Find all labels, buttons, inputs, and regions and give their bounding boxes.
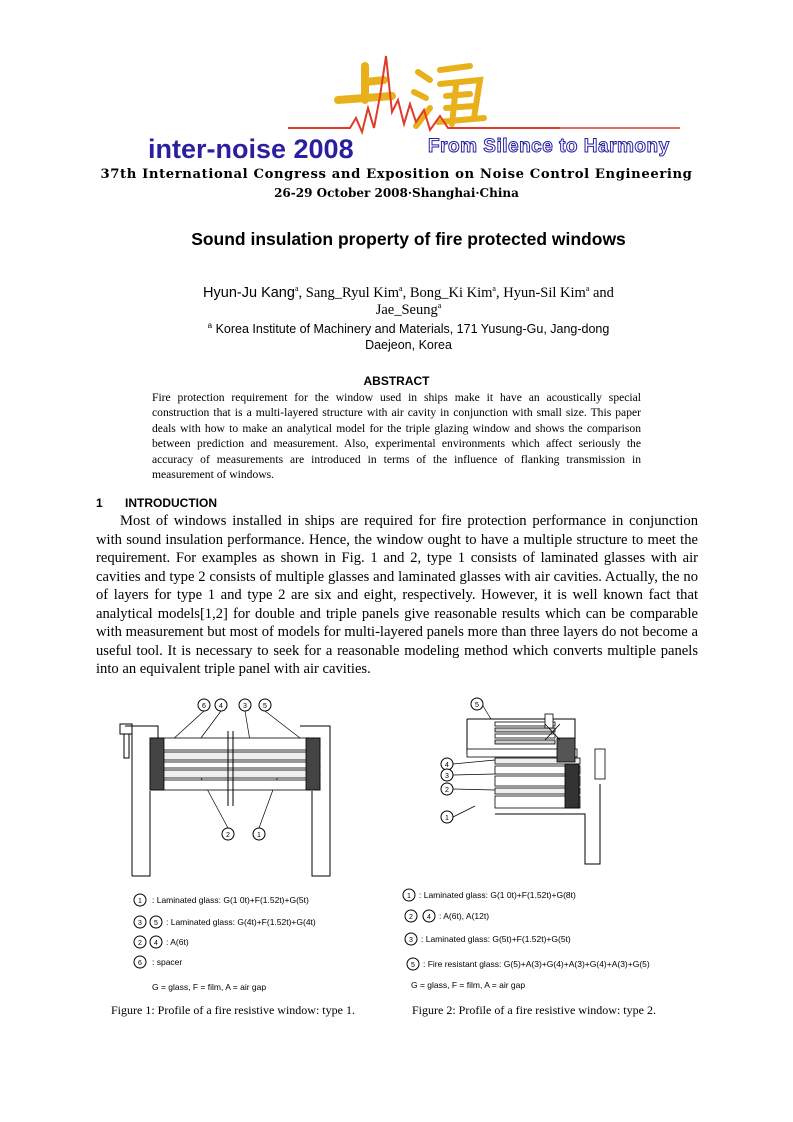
fig1-legend-note: G = glass, F = film, A = air gap bbox=[152, 982, 267, 992]
svg-text:4: 4 bbox=[427, 914, 431, 921]
fig1-legend-1: : Laminated glass: G(1 0t)+F(1.52t)+G(5t) bbox=[152, 895, 309, 905]
intro-paragraph: Most of windows installed in ships are required for fire protection performance in conjunction with sound insulation performance. Hence, the window ought to have a multiple structure to meet the requirement. For examples as shown in Fig. 1 and 2, type 1 consists of laminated glasses with air cavities and type 2 consists of multiple glasses and laminated glasses with air cavities. Actually, the no of layers for type 1 and type 2 are six and eight, respectively. However, it is well known fact that analytical models[1,2] for double and triple panels give reasonable results which can be comparable with measurement but most of models for multi-layered panels more than three layers do not become a useful tool. It is necessary to seek for a reasonable modeling method which converts multiple panels into an equivalent triple panel with air cavities. bbox=[96, 513, 698, 677]
congress-line: 37th International Congress and Exposition on Noise Control Engineering bbox=[100, 167, 693, 182]
fig2-legend-note: G = glass, F = film, A = air gap bbox=[411, 980, 526, 990]
svg-text:1: 1 bbox=[407, 893, 411, 900]
callout-2: 2 bbox=[226, 832, 230, 839]
figure-1-caption: Figure 1: Profile of a fire resistive window: type 1. bbox=[111, 1003, 355, 1017]
fig2-legend-2: : A(6t), A(12t) bbox=[439, 911, 490, 921]
callout-5: 5 bbox=[263, 703, 267, 710]
figure-2-diagram bbox=[395, 694, 705, 1004]
figure-1-diagram bbox=[100, 696, 400, 1006]
section-title: INTRODUCTION bbox=[125, 496, 217, 510]
fig1-legend-3: : A(6t) bbox=[166, 937, 189, 947]
fig1-legend-4: : spacer bbox=[152, 957, 183, 967]
svg-text:2: 2 bbox=[409, 914, 413, 921]
shanghai-calligraphy-icon bbox=[338, 66, 484, 126]
paper-title: Sound insulation property of fire protected windows bbox=[191, 229, 626, 249]
callout-4: 4 bbox=[219, 703, 223, 710]
abstract-text: Fire protection requirement for the window used in ships make it have an acoustically special construction that is a multi-layered structure with air cavity in conjunction with small size. This paper deals with how to make an analytical model for the triple glazing window and shows the comparison between prediction and measurement. Also, experimental environments which affect seriously the accuracy of measurements are introduced in terms of the influence of flanking transmission in measurement of windows. bbox=[152, 391, 641, 482]
section-number: 1 bbox=[96, 496, 103, 510]
svg-text:3: 3 bbox=[138, 920, 142, 927]
figure-2-caption: Figure 2: Profile of a fire resistive window: type 2. bbox=[412, 1003, 656, 1017]
svg-text:1: 1 bbox=[138, 898, 142, 905]
fig1-legend-2: : Laminated glass: G(4t)+F(1.52t)+G(4t) bbox=[166, 917, 316, 927]
conference-name: inter-noise 2008 bbox=[148, 134, 354, 164]
conference-slogan: From Silence to Harmony bbox=[428, 136, 670, 157]
callout-1: 1 bbox=[445, 815, 449, 822]
svg-text:4: 4 bbox=[154, 940, 158, 947]
author-list: Hyun-Ju Kang$^a$, Sang_Ryul Kim$^a$, Bong_Ki Kim$^a$, Hyun-Sil Kim$^a$ and Jae_Seung$^a$ bbox=[203, 284, 614, 318]
fig2-legend-1: : Laminated glass: G(1 0t)+F(1.52t)+G(8t) bbox=[419, 890, 576, 900]
callout-1: 1 bbox=[257, 832, 261, 839]
fig2-legend-4: : Fire resistant glass: G(5)+A(3)+G(4)+A(3)+G(4)+A(3)+G(5) bbox=[423, 959, 650, 969]
callout-3: 3 bbox=[243, 703, 247, 710]
callout-4: 4 bbox=[445, 762, 449, 769]
callout-2: 2 bbox=[445, 787, 449, 794]
callout-3: 3 bbox=[445, 773, 449, 780]
fig2-legend-3: : Laminated glass: G(5t)+F(1.52t)+G(5t) bbox=[421, 934, 571, 944]
abstract-heading: ABSTRACT bbox=[363, 374, 430, 388]
svg-text:3: 3 bbox=[409, 937, 413, 944]
svg-text:6: 6 bbox=[138, 960, 142, 967]
svg-text:5: 5 bbox=[411, 962, 415, 969]
callout-6: 6 bbox=[202, 703, 206, 710]
affiliation: $^a$ Korea Institute of Machinery and Materials, 171 Yusung-Gu, Jang-dong Daejeon, Korea bbox=[207, 320, 610, 352]
svg-text:2: 2 bbox=[138, 940, 142, 947]
dates-line: 26-29 October 2008·Shanghai·China bbox=[274, 186, 519, 200]
svg-text:5: 5 bbox=[154, 920, 158, 927]
callout-5: 5 bbox=[475, 702, 479, 709]
